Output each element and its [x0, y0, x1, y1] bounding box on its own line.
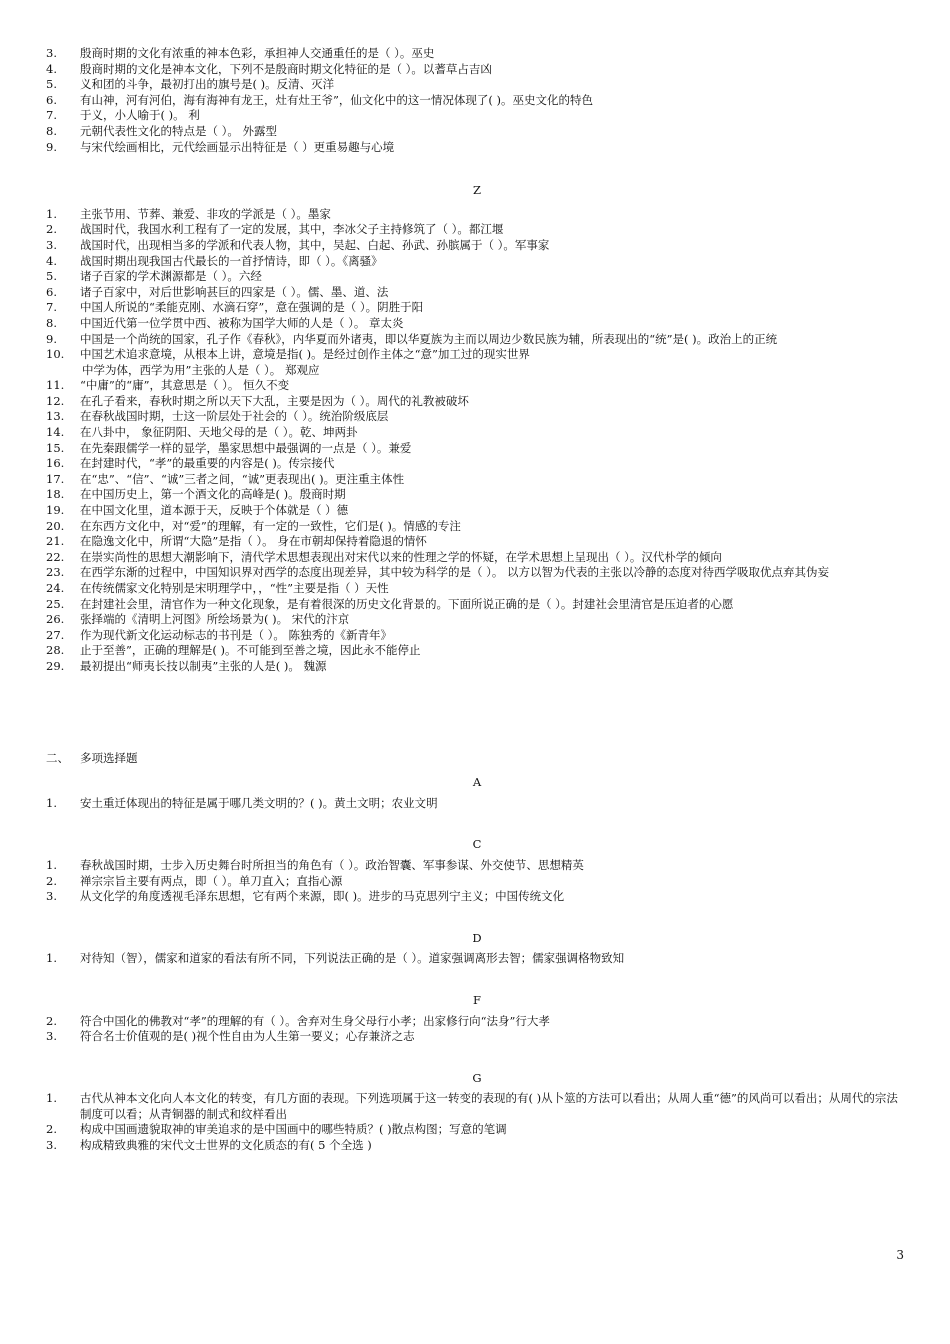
- list-item: 19. 在中国文化里，道本源于天，反映于个体就是（ ）德: [46, 503, 349, 518]
- list-item: 1. 安土重迁体现出的特征是属于哪几类文明的？( )。黄土文明；农业文明: [46, 795, 438, 810]
- list-item: 1. 春秋战国时期，士步入历史舞台时所担当的角色有（ ）。政治智囊、军事参谋、外交使节、思想精英: [46, 857, 584, 872]
- list-item: 1. 古代从神本文化向人本文化的转变，有几方面的表现。下列选项属于这一转变的表现的有( )从卜筮的方法可以看出；从周人重“德”的风尚可以看出；从周代的宗法制度可以看；从青铜器的制式和纹样看出: [46, 1091, 898, 1121]
- list-item: 6. 有山神，河有河伯，海有海神有龙王，灶有灶王爷”，仙文化中的这一情况体现了( )。巫史文化的特色: [46, 92, 594, 107]
- list-item: 6. 诸子百家中，对后世影响甚巨的四家是（ ）。儒、墨、道、法: [46, 284, 389, 299]
- list-item: 5. 义和团的斗争，最初打出的旗号是( )。反清、灭洋: [46, 77, 335, 92]
- list-item: 21. 在隐逸文化中，所谓“大隐”是指（ ）。 身在市朝却保持着隐退的情怀: [46, 534, 427, 549]
- section-letter-g: G: [472, 1070, 482, 1085]
- list-item: 20. 在东西方文化中，对“爱”的理解，有一定的一致性，它们是( )。情感的专注: [46, 518, 461, 533]
- list-item: 11. “中庸”的“庸”，其意思是（ ）。 恒久不变: [46, 378, 290, 393]
- section-letter-d: D: [472, 930, 482, 945]
- list-item: 3. 符合名士价值观的是( )视个性自由为人生第一要义；心存兼济之志: [46, 1029, 415, 1044]
- list-item: 1. 主张节用、节葬、兼爱、非攻的学派是（ ）。墨家: [46, 206, 331, 221]
- list-item: 24. 在传统儒家文化特别是宋明理学中，，“性”主要是指（ ）天性: [46, 581, 389, 595]
- list-item: 12. 在孔子看来，春秋时期之所以天下大乱，主要是因为（ ）。周代的礼教被破坏: [46, 393, 469, 408]
- list-item: 16. 在封建时代，“孝”的最重要的内容是( )。传宗接代: [46, 456, 335, 471]
- top-question-list: [46, 46, 908, 155]
- list-item: 5. 诸子百家的学术渊源都是（ ）。六经: [46, 269, 262, 284]
- list-item: 22. 在崇实尚性的思想大潮影响下，清代学术思想表现出对宋代以来的性理之学的怀疑，在学术思想上呈现出（ ）。汉代朴学的倾向: [46, 549, 722, 564]
- list-item: 9. 与宋代绘画相比，元代绘画显示出特征是（ ）更重易趣与心境: [46, 139, 395, 154]
- list-item: 3. 殷商时期的文化有浓重的神本色彩，承担神人交通重任的是（ ）。巫史: [46, 46, 435, 60]
- list-item: 26. 张择端的《清明上河图》所绘场景为( )。 宋代的汴京: [46, 612, 350, 627]
- list-item: 18. 在中国历史上，第一个酒文化的高峰是( )。殷商时期: [46, 487, 346, 502]
- list-item: 8. 中国近代第一位学贯中西、被称为国学大师的人是（ ）。 章太炎: [46, 315, 404, 330]
- list-item: 2. 禅宗宗旨主要有两点，即（ ）。单刀直入；直指心源: [46, 873, 343, 888]
- page-number: 3: [896, 1248, 904, 1262]
- section-title: 多项选择题: [80, 750, 138, 765]
- list-item: 3. 从文化学的角度透视毛泽东思想，它有两个来源，即( )。进步的马克思列宁主义；中国传统文化: [46, 889, 565, 904]
- list-item: 7. 中国人所说的“柔能克刚、水滴石穿”，意在强调的是（ ）。阴胜于阳: [46, 300, 424, 315]
- section-z-list: [46, 207, 908, 675]
- section-letter-z: Z: [473, 183, 481, 198]
- list-item: 14. 在八卦中， 象征阴阳、天地父母的是（ ）。乾、坤两卦: [46, 425, 358, 440]
- list-item: 29. 最初提出“师夷长技以制夷”主张的人是( )。 魏源: [46, 658, 327, 673]
- list-item: 4. 殷商时期的文化是神本文化，下列不是殷商时期文化特征的是（ ）。以蓍草占吉凶: [46, 61, 492, 76]
- list-item: 25. 在封建社会里，清官作为一种文化现象，是有着很深的历史文化背景的。下面所说正确的是（ ）。封建社会里清官是压迫者的心愿: [46, 596, 734, 611]
- section-letter-f: F: [473, 992, 481, 1007]
- document-page: [46, 46, 908, 1154]
- list-item-continuation: 中学为体，西学为用”主张的人是（ ）。 郑观应: [82, 362, 320, 377]
- list-item: 27. 作为现代新文化运动标志的书刊是（ ）。 陈独秀的《新青年》: [46, 627, 393, 642]
- list-item: 3. 构成精致典雅的宋代文士世界的文化质态的有( 5 个全选 ): [46, 1138, 372, 1153]
- list-item: 4. 战国时期出现我国古代最长的一首抒情诗，即（ ）。《离骚》: [46, 253, 383, 268]
- list-item: 17. 在“忠”、“信”、“诚”三者之间，“诚”更表现出( )。更注重主体性: [46, 471, 405, 486]
- list-item: 13. 在春秋战国时期，士这一阶层处于社会的（ ）。统治阶级底层: [46, 409, 389, 424]
- list-item: 1. 对待知（智），儒家和道家的看法有所不同，下列说法正确的是（ ）。道家强调离形去智；儒家强调格物致知: [46, 951, 625, 966]
- list-item: 7. 于义，小人喻于( )。 利: [46, 108, 200, 123]
- section-letter-a: A: [472, 775, 482, 790]
- section-letter-c: C: [472, 837, 482, 852]
- list-item: 15. 在先秦跟儒学一样的显学，墨家思想中最强调的一点是（ ）。兼爱: [46, 440, 412, 455]
- list-item: 2. 符合中国化的佛教对“孝”的理解的有（ ）。舍弃对生身父母行小孝；出家修行向“法身”行大孝: [46, 1013, 550, 1028]
- list-item: 23. 在西学东渐的过程中，中国知识界对西学的态度出现差异，其中较为科学的是（ ）。 以方以智为代表的主张以冷静的态度对待西学吸取优点弃其伪妄: [46, 565, 830, 580]
- list-item: 2. 战国时代，我国水利工程有了一定的发展，其中，李冰父子主持修筑了（ ）。都江堰: [46, 222, 504, 237]
- section-heading: 二、 多项选择题: [46, 751, 908, 767]
- list-item: 2. 构成中国画遗貌取神的审美追求的是中国画中的哪些特质？( )散点构图；写意的笔调: [46, 1122, 507, 1137]
- list-item: 9. 中国是一个尚统的国家，孔子作《春秋》，内华夏而外诸夷，即以华夏族为主而以周边少数民族为辅，所表现出的“统”是( )。政治上的正统: [46, 331, 778, 346]
- list-item: 28. 止于至善”，正确的理解是( )。不可能到至善之境，因此永不能停止: [46, 643, 421, 658]
- list-item: 3. 战国时代，出现相当多的学派和代表人物，其中，吴起、白起、孙武、孙膑属于（ ）。军事家: [46, 237, 550, 252]
- list-item: 8. 元朝代表性文化的特点是（ ）。 外露型: [46, 123, 278, 138]
- list-item: 10. 中国艺术追求意境，从根本上讲，意境是指( )。是经过创作主体之“意”加工过的现实世界: [46, 347, 530, 362]
